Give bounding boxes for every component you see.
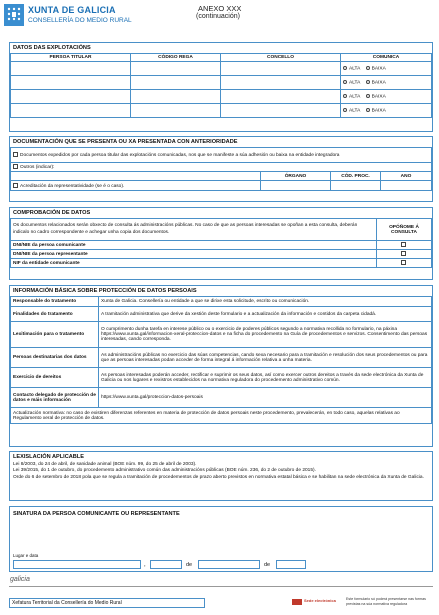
concello-input[interactable]: [221, 104, 341, 118]
footer-note: Este formulario só poderá presentarse nas formas previstas na súa normativa reguladora: [346, 597, 426, 606]
nif-entidade-checkbox[interactable]: [401, 260, 406, 265]
doc-acreditacion-label: Acreditación da representatividade (se é o caso).: [20, 183, 125, 189]
rega-input[interactable]: [131, 104, 221, 118]
sede-icon: [292, 599, 302, 605]
dni-comunicante-label: DNI/NIE da persoa comunicante: [11, 241, 377, 250]
baixa-label: BAIXA: [371, 80, 386, 86]
doc-outros-checkbox[interactable]: [13, 164, 18, 169]
documentacion-section: [9, 136, 433, 202]
lex-line: Orde do 6 de setembro de 2018 pola que se regula a tramitación de procedementos de prazo aberto previstos en normativa estatal básica e se habilitan na sede electrónica da Xunta de Galicia.: [13, 474, 424, 480]
prot-value: As administracións públicas no exercicio das súas competencias, cando sexa necesario para a tramitación e resolución dos seus procedementos ou para que as persoas interesadas podan acceder de forma integral á información relativa a unha materia.: [99, 348, 432, 368]
concello-input[interactable]: [221, 90, 341, 104]
annex-title: ANEXO XXX: [198, 4, 242, 13]
rega-input[interactable]: [131, 90, 221, 104]
comprobacion-section: [9, 207, 433, 280]
prot-value: Xunta de Galicia. Consellería ou entidade a que se dirixe esta solicitude, escrito ou comunicación.: [99, 297, 432, 307]
lex-line: Lei 39/2015, do 1 de outubro, do procedemento administrativo común das administracións públicas (BOE núm. 236, do 2 de outubro de 2015).: [13, 468, 316, 474]
alta-label: ALTA: [349, 94, 361, 100]
footer-office: Xefatura Territorial da Consellería do Medio Rural: [9, 598, 205, 608]
prot-key: Exercicio de dereitos: [11, 368, 99, 388]
doc-acreditacion-checkbox[interactable]: [13, 183, 18, 188]
baixa-label: BAIXA: [371, 66, 386, 72]
dni-representante-label: DNI/NIE da persoa representante: [11, 250, 377, 259]
alta-label: ALTA: [349, 66, 361, 72]
col-organo: ÓRGANO: [261, 172, 331, 181]
table-row: [11, 90, 432, 104]
col-cod-proc: CÓD. PROC.: [331, 172, 381, 181]
alta-radio[interactable]: [343, 80, 347, 84]
lexislacion-title: LEXISLACIÓN APLICABLE: [13, 454, 84, 460]
prot-link[interactable]: https://www.xunta.gal/proteccion-datos-persoais: [99, 388, 432, 408]
nif-entidade-label: NIF da entidade comunicante: [11, 259, 377, 268]
sep-de2: de: [264, 562, 271, 568]
persoa-input[interactable]: [11, 76, 131, 90]
ano-input[interactable]: [381, 181, 432, 191]
documentacion-title: DOCUMENTACIÓN QUE SE PRESENTA OU XA PRESENTADA CON ANTERIORIDADE: [13, 139, 238, 145]
place-input[interactable]: [13, 560, 141, 569]
table-row: [11, 62, 432, 76]
persoa-input[interactable]: [11, 62, 131, 76]
lexislacion-section: [9, 451, 433, 501]
alta-radio[interactable]: [343, 94, 347, 98]
dni-representante-checkbox[interactable]: [401, 251, 406, 256]
col-opponme: OPÓÑOME Á CONSULTA: [377, 219, 432, 241]
alta-label: ALTA: [349, 108, 361, 114]
prot-value: O cumprimento dunha tarefa en interese público ou o exercicio de poderes públicos segundo a normativa recollida no formulario, na páxina https://www.xunta.gal/informacion-xeral-proteccion-datos e na ficha do procedemento na Guía de procedementos e servizos. Consentimento das persoas interesadas, cando corresponda.: [99, 322, 432, 348]
comprobacion-title: COMPROBACIÓN DE DATOS: [13, 210, 91, 216]
proteccion-section: [9, 285, 433, 447]
galicia-logo: galicia: [10, 576, 30, 583]
col-persoa-titular: PERSOA TITULAR: [11, 54, 131, 62]
dept-name: CONSELLERÍA DO MEDIO RURAL: [28, 17, 132, 24]
table-row: [11, 104, 432, 118]
prot-key: Lexitimación para o tratamento: [11, 322, 99, 348]
doc-titular-label: Documentos expedidos por cada persoa titular das explotacións comunicadas, nos que se manifeste a súa adhesión ou baixa na entidade integradora: [20, 152, 340, 158]
persoa-input[interactable]: [11, 104, 131, 118]
sep-de1: de: [186, 562, 193, 568]
col-concello: CONCELLO: [221, 54, 341, 62]
footer-divider: [9, 586, 433, 587]
header: [0, 0, 439, 36]
documentacion-table: [10, 147, 432, 191]
comprobacion-table: [10, 218, 432, 268]
proteccion-table: [10, 296, 432, 424]
prot-value: A tramitación administrativa que derive da xestión deste formulario e a actualización da información e contidos da carpeta cidadá.: [99, 307, 432, 322]
place-label: Lugar e data: [13, 553, 39, 558]
concello-input[interactable]: [221, 76, 341, 90]
annex-continuation: (continuación): [196, 13, 240, 20]
baixa-label: BAIXA: [371, 94, 386, 100]
explotacions-table: [10, 53, 432, 118]
rega-input[interactable]: [131, 76, 221, 90]
alta-radio[interactable]: [343, 108, 347, 112]
col-codigo-rega: CÓDIGO REGA: [131, 54, 221, 62]
explotacions-section: [9, 42, 433, 132]
rega-input[interactable]: [131, 62, 221, 76]
sinatura-section: [9, 506, 433, 572]
prot-key: Responsable do tratamento: [11, 297, 99, 307]
baixa-radio[interactable]: [366, 66, 370, 70]
proteccion-title: INFORMACIÓN BÁSICA SOBRE PROTECCIÓN DE DATOS PERSOAIS: [13, 288, 197, 294]
alta-radio[interactable]: [343, 66, 347, 70]
year-input[interactable]: [276, 560, 306, 569]
alta-label: ALTA: [349, 80, 361, 86]
lex-line: Lei 8/2003, do 24 de abril, de sanidade animal (BOE núm. 99, do 25 de abril de 2003).: [13, 462, 197, 467]
prot-value: As persoas interesadas poderán acceder, rectificar e suprimir os seus datos, así como exercer outros dereitos a través da sede electrónica da Xunta de Galicia ou nos lugares e rexistros establecidos na normativa reguladora do procedemento administrativo común.: [99, 368, 432, 388]
sinatura-title: SINATURA DA PERSOA COMUNICANTE OU REPRESENTANTE: [13, 511, 180, 517]
doc-titular-checkbox[interactable]: [13, 152, 18, 157]
explotacions-title: DATOS DAS EXPLOTACIÓNS: [13, 45, 91, 51]
prot-key: Finalidades do tratamento: [11, 307, 99, 322]
concello-input[interactable]: [221, 62, 341, 76]
cod-input[interactable]: [331, 181, 381, 191]
prot-key: Persoas destinatarias dos datos: [11, 348, 99, 368]
prot-update: Actualización normativa: no caso de existiren diferenzas referentes en materia de protección de datos persoais neste procedemento, prevalecerán, en todo caso, aquelas relativas ao Regulamento xeral de protección de datos.: [11, 408, 432, 424]
organo-input[interactable]: [261, 181, 331, 191]
sep-comma: ,: [144, 562, 146, 568]
persoa-input[interactable]: [11, 90, 131, 104]
baixa-radio[interactable]: [366, 108, 370, 112]
sede-label[interactable]: Sede electrónica: [304, 598, 336, 603]
doc-outros-label: Outros (indicar):: [20, 164, 55, 170]
org-name: XUNTA DE GALICIA: [28, 5, 116, 15]
baixa-radio[interactable]: [366, 80, 370, 84]
dni-comunicante-checkbox[interactable]: [401, 242, 406, 247]
comprobacion-intro: Os documentos relacionados serán obxecto de consulta ás administracións públicas. No caso de que as persoas interesadas se opoñan a esta consulta, deberán indicalo no cadro correspondente e achegar unha copia dos documentos.: [11, 219, 377, 241]
table-row: [11, 76, 432, 90]
baixa-label: BAIXA: [371, 108, 386, 114]
col-ano: ANO: [381, 172, 432, 181]
day-input[interactable]: [150, 560, 182, 569]
prot-key: Contacto delegado de protección de datos e máis información: [11, 388, 99, 408]
baixa-radio[interactable]: [366, 94, 370, 98]
month-input[interactable]: [198, 560, 260, 569]
doc-spacer: [11, 172, 261, 181]
xunta-crest-icon: [4, 4, 24, 26]
col-comunica: COMUNICA: [341, 54, 432, 62]
